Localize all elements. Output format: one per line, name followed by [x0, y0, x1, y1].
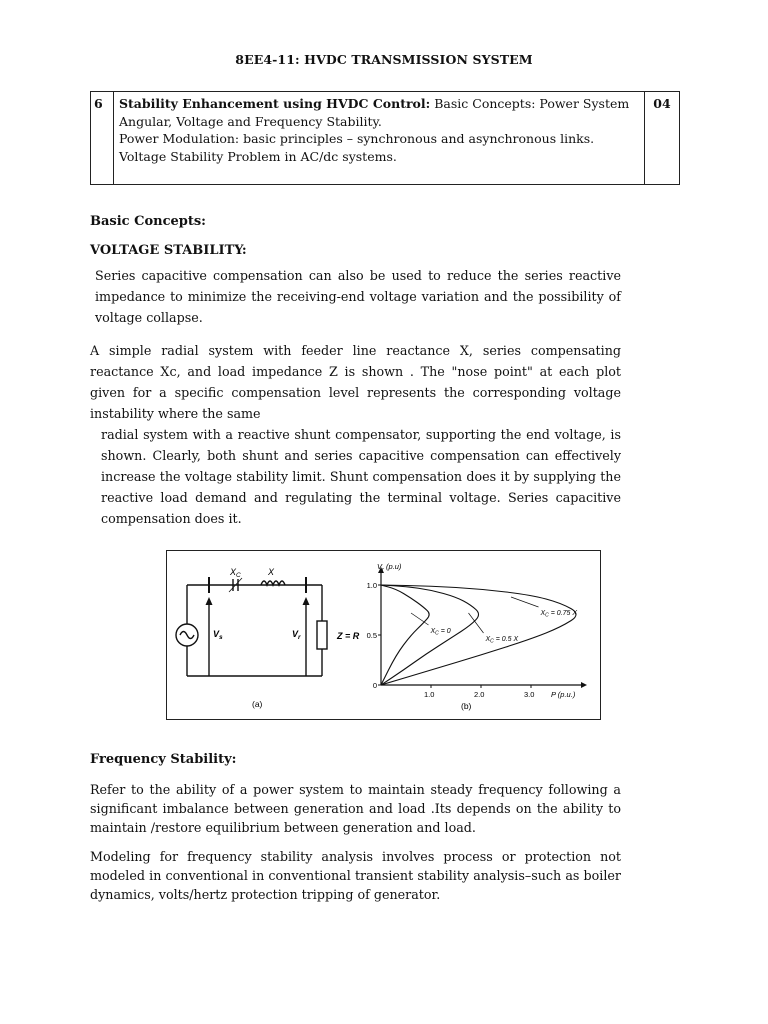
circuit-caption: (a) [252, 699, 263, 709]
topic-text: Basic Concepts: Power System Angular, Voltage and Frequency Stability. [119, 96, 630, 129]
load-resistor-icon [317, 621, 327, 649]
pv-curve-chart [367, 562, 587, 711]
vr-label: $V_r$ [292, 629, 301, 641]
topic-cell [114, 92, 645, 185]
paragraph-radial-system: A simple radial system with feeder line reactance X, series compensating reactance Xc, and load impedance Z is shown . The "nose point" at each plot given for a specific compensation level represents the corresponding voltage instability where the same [90, 343, 621, 421]
paragraph-frequency-modeling: Modeling for frequency stability analysis involves process or protection not modeled in conventional in conventional transient stability analysis–such as boiler dynamics, volts/hertz protection tripping of generator. [90, 849, 621, 902]
x-tick-label: 3.0 [524, 690, 535, 699]
z-label: Z = R [337, 631, 360, 641]
series-label-pointer [411, 613, 429, 625]
y-tick-label: 0 [372, 681, 377, 690]
series-label: $X_C = 0$ [430, 628, 451, 637]
y-tick-label: 0.5 [366, 631, 377, 640]
topic-heading: Stability Enhancement using HVDC Control: [119, 96, 431, 111]
x-tick-label: 1.0 [424, 690, 435, 699]
xc-label: $X_C$ [230, 567, 241, 579]
y-axis-label: $V_r$ (p.u) [377, 562, 402, 573]
x-axis-label: P (p.u.) [551, 690, 576, 699]
figure-svg [167, 551, 600, 719]
series-label: $X_C = 0.75$ X [540, 610, 578, 619]
topic-text-line2: Power Modulation: basic principles – synchronous and asynchronous links. Voltage Stability Problem in AC/dc systems. [119, 131, 595, 164]
x-axis-arrow-icon [581, 682, 587, 688]
syllabus-table [90, 91, 680, 185]
heading-basic-concepts: Basic Concepts: [90, 214, 206, 229]
heading-voltage-stability: VOLTAGE STABILITY: [90, 243, 247, 258]
sine-wave-icon [180, 632, 194, 639]
voltage-stability-figure [166, 550, 601, 720]
unit-number: 6 [91, 92, 114, 185]
heading-frequency-stability: Frequency Stability: [90, 752, 237, 767]
chart-caption: (b) [461, 701, 472, 711]
vr-arrowhead-icon [303, 597, 310, 605]
circuit-diagram [176, 577, 327, 676]
paragraph-frequency-definition: Refer to the ability of a power system to maintain steady frequency following a significant imbalance between generation and load .Its depends on the ability to maintain /restore equilibrium between generation and load. [90, 782, 621, 835]
series-label-pointer [511, 597, 539, 607]
hours-cell: 04 [645, 92, 680, 185]
vs-arrowhead-icon [206, 597, 213, 605]
document-title: 8EE4-11: HVDC TRANSMISSION SYSTEM [235, 52, 533, 67]
x-label: X [268, 567, 275, 577]
y-tick-label: 1.0 [366, 581, 377, 590]
series-curve-1 [381, 585, 429, 685]
x-tick-label: 2.0 [474, 690, 485, 699]
series-label: $X_C = 0.5$ X [485, 636, 519, 645]
paragraph-shunt-compensation: radial system with a reactive shunt compensator, supporting the end voltage, is shown. Clearly, both shunt and series capacitive compensation can effectively increase the voltage stability limit. Shunt compensation does it by supplying the reactive load demand and regulating the terminal voltage. Series capacitive compensation does it. [101, 427, 621, 526]
vs-label: $V_s$ [213, 629, 223, 641]
series-curve-3 [381, 585, 576, 685]
paragraph-series-compensation: Series capacitive compensation can also be used to reduce the series reactive impedance to minimize the receiving-end voltage variation and the possibility of voltage collapse. [95, 268, 621, 325]
table-row [91, 92, 680, 185]
series-label-pointer [469, 613, 484, 633]
